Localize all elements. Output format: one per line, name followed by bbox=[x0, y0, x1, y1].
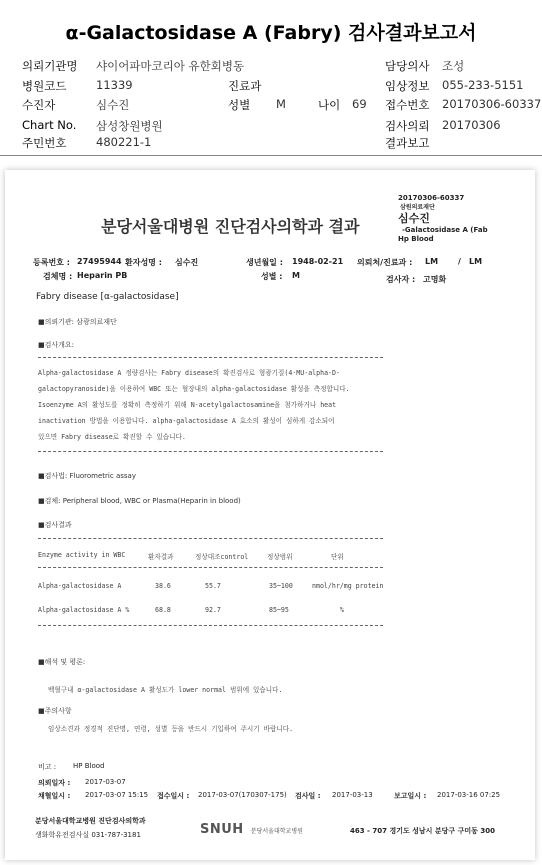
rrn-value: 480221-1 bbox=[96, 135, 152, 149]
sex-value: M bbox=[276, 97, 286, 111]
receive-label: 접수일시 : bbox=[157, 792, 190, 800]
overview-heading: ■검사개요: bbox=[38, 341, 75, 349]
result-heading: ■검사결과 bbox=[38, 521, 72, 529]
method-line: ■검사법: Fluorometric assay bbox=[38, 472, 136, 480]
table-header-rule bbox=[38, 567, 383, 568]
report-title: 분당서울대병원 진단검사의학과 결과 bbox=[101, 217, 360, 236]
request-label: 검사의뢰 bbox=[385, 119, 430, 133]
ward-separator: / bbox=[458, 257, 461, 266]
top-right-sub: 삼원의료재단 bbox=[400, 204, 435, 211]
table-row-2-name: Alpha-galactosidase A % bbox=[38, 606, 130, 614]
institution-label: 의뢰기관명 bbox=[22, 59, 78, 73]
age-value: 69 bbox=[352, 97, 367, 111]
table-bottom-rule bbox=[38, 625, 383, 626]
request-date-label: 의뢰일자 : bbox=[38, 779, 71, 787]
table-header-enzyme: Enzyme activity in WBC bbox=[38, 551, 126, 559]
receipt-label: 접수번호 bbox=[385, 98, 430, 112]
top-right-test: -Galactosidase A (Fab bbox=[402, 226, 488, 234]
table-top-rule bbox=[38, 538, 383, 539]
ward-value: LM bbox=[425, 257, 439, 266]
table-header-range: 정상범위 bbox=[267, 553, 293, 561]
org-line: ■의뢰기관: 삼광의료재단 bbox=[38, 318, 117, 326]
interpretation-heading: ■해석 및 평론: bbox=[38, 658, 86, 666]
table-row-1-range: 35~100 bbox=[269, 582, 293, 590]
dept-label: 진료과 bbox=[228, 79, 262, 93]
table-row-1-unit: nmol/hr/mg protein bbox=[312, 582, 384, 590]
footer-org: 분당서울대학교병원 진단검사의학과 bbox=[35, 817, 146, 825]
patient-label: 환자성명 : bbox=[125, 258, 162, 267]
request-date-value: 2017-03-07 bbox=[85, 778, 126, 786]
interpretation-text: 백혈구내 α-galactosidase A 활성도가 lower normal 범위에 있습니다. bbox=[48, 686, 283, 694]
top-right-id: 20170306-60337 bbox=[398, 194, 465, 202]
specimen-value: Heparin PB bbox=[77, 271, 128, 280]
report-sex-value: M bbox=[292, 271, 300, 280]
institution-value: 샤이어파마코리아 유한회병동 bbox=[96, 59, 245, 73]
footer-address: 463 - 707 경기도 성남시 분당구 구미동 300 bbox=[350, 827, 495, 835]
top-right-specimen: Hp Blood bbox=[398, 235, 434, 243]
snuh-logo-name: 분당서울대학교병원 bbox=[250, 828, 303, 835]
table-row-2-result: 68.8 bbox=[155, 606, 171, 614]
dob-label: 생년월일 : bbox=[246, 258, 283, 267]
report-date-label: 보고일시 : bbox=[394, 792, 427, 800]
receipt-value: 20170306-60337 bbox=[442, 97, 542, 111]
table-header-unit: 단위 bbox=[331, 553, 344, 561]
examinee-value: 심수진 bbox=[96, 98, 130, 112]
clinical-info-label: 임상정보 bbox=[385, 79, 430, 93]
top-right-name: 심수진 bbox=[398, 212, 430, 225]
chart-label: Chart No. bbox=[22, 118, 77, 132]
collect-label: 채혈일시 : bbox=[38, 792, 71, 800]
specimen-label: 검체명 : bbox=[43, 272, 73, 281]
test-date-label: 검사일 : bbox=[295, 792, 321, 800]
doctor-value: 조성 bbox=[442, 59, 465, 73]
rrn-label: 주민번호 bbox=[22, 136, 67, 150]
overview-bottom-rule bbox=[38, 451, 383, 452]
table-row-2-range: 85~95 bbox=[269, 606, 289, 614]
footer-phone: 생화학유전검사실 031-787-3181 bbox=[35, 831, 141, 839]
tester-value: 고명화 bbox=[423, 275, 447, 284]
note-text: 임상소견과 정경적 진단명, 연령, 성별 등을 반드시 기입하여 주시기 바랍니다. bbox=[48, 725, 294, 733]
sex-label: 성별 bbox=[228, 98, 251, 112]
snuh-logo bbox=[200, 818, 303, 837]
ward-label: 의뢰처/진료과 : bbox=[357, 258, 413, 267]
snuh-logo-text: SNUH bbox=[200, 822, 244, 837]
overview-line-3: Isoenzyme A의 활성도를 정확히 측정하기 위해 N-acetylgalactosamine을 첨가하거나 heat bbox=[38, 401, 337, 409]
overview-line-1: Alpha-galactosidase A 정량검사는 Fabry disease의 확진검사로 형광기질(4-MU-alpha-D- bbox=[38, 369, 340, 377]
remark-label: 비고 : bbox=[38, 763, 57, 771]
request-value: 20170306 bbox=[442, 118, 501, 132]
hospital-code-label: 병원코드 bbox=[22, 79, 67, 93]
header-divider bbox=[0, 155, 542, 156]
remark-value: HP Blood bbox=[73, 762, 105, 770]
patient-value: 심수진 bbox=[175, 258, 199, 267]
overview-line-4: inactivation 방법을 이용합니다. alpha-galactosidase A 효소의 활성이 심하게 감소되어 bbox=[38, 417, 335, 425]
disease-title: Fabry disease [α-galactosidase] bbox=[36, 292, 179, 302]
sample-line: ■검체: Peripheral blood, WBC or Plasma(Heparin in blood) bbox=[38, 497, 241, 505]
reg-no-value: 27495944 bbox=[77, 257, 122, 266]
table-row-2-control: 92.7 bbox=[205, 606, 221, 614]
table-header-result: 환자결과 bbox=[148, 553, 174, 561]
overview-line-2: galactopyranoside)을 이용하여 WBC 또는 혈장내의 alpha-galactosidase 활성을 측정합니다. bbox=[38, 385, 350, 393]
report-label: 결과보고 bbox=[385, 136, 430, 150]
report-date-value: 2017-03-16 07:25 bbox=[437, 791, 501, 799]
report-sex-label: 성별 : bbox=[261, 272, 283, 281]
examinee-label: 수진자 bbox=[22, 98, 56, 112]
hospital-code-value: 11339 bbox=[96, 78, 133, 92]
ward-value-2: LM bbox=[469, 257, 483, 266]
table-row-1-result: 38.6 bbox=[155, 582, 171, 590]
page-title: α-Galactosidase A (Fabry) 검사결과보고서 bbox=[65, 22, 477, 44]
note-heading: ■주의사항 bbox=[38, 707, 72, 715]
collect-value: 2017-03-07 15:15 bbox=[85, 791, 149, 799]
reg-no-label: 등록번호 : bbox=[33, 258, 70, 267]
overview-top-rule bbox=[38, 357, 383, 358]
receive-value: 2017-03-07(170307-175) bbox=[198, 791, 287, 799]
test-date-value: 2017-03-13 bbox=[332, 791, 373, 799]
age-label: 나이 bbox=[318, 98, 341, 112]
scanned-report bbox=[5, 170, 535, 860]
tester-label: 검사자 : bbox=[386, 275, 416, 284]
overview-line-5: 있으면 Fabry disease로 확진할 수 있습니다. bbox=[38, 433, 186, 441]
table-header-control: 정상대조control bbox=[195, 553, 249, 561]
table-row-2-unit: % bbox=[340, 606, 344, 614]
clinical-info-value: 055-233-5151 bbox=[442, 78, 524, 92]
doctor-label: 담당의사 bbox=[385, 59, 430, 73]
chart-value: 삼성창원병원 bbox=[96, 119, 163, 133]
table-row-1-name: Alpha-galactosidase A bbox=[38, 582, 122, 590]
dob-value: 1948-02-21 bbox=[292, 257, 344, 266]
table-row-1-control: 55.7 bbox=[205, 582, 221, 590]
